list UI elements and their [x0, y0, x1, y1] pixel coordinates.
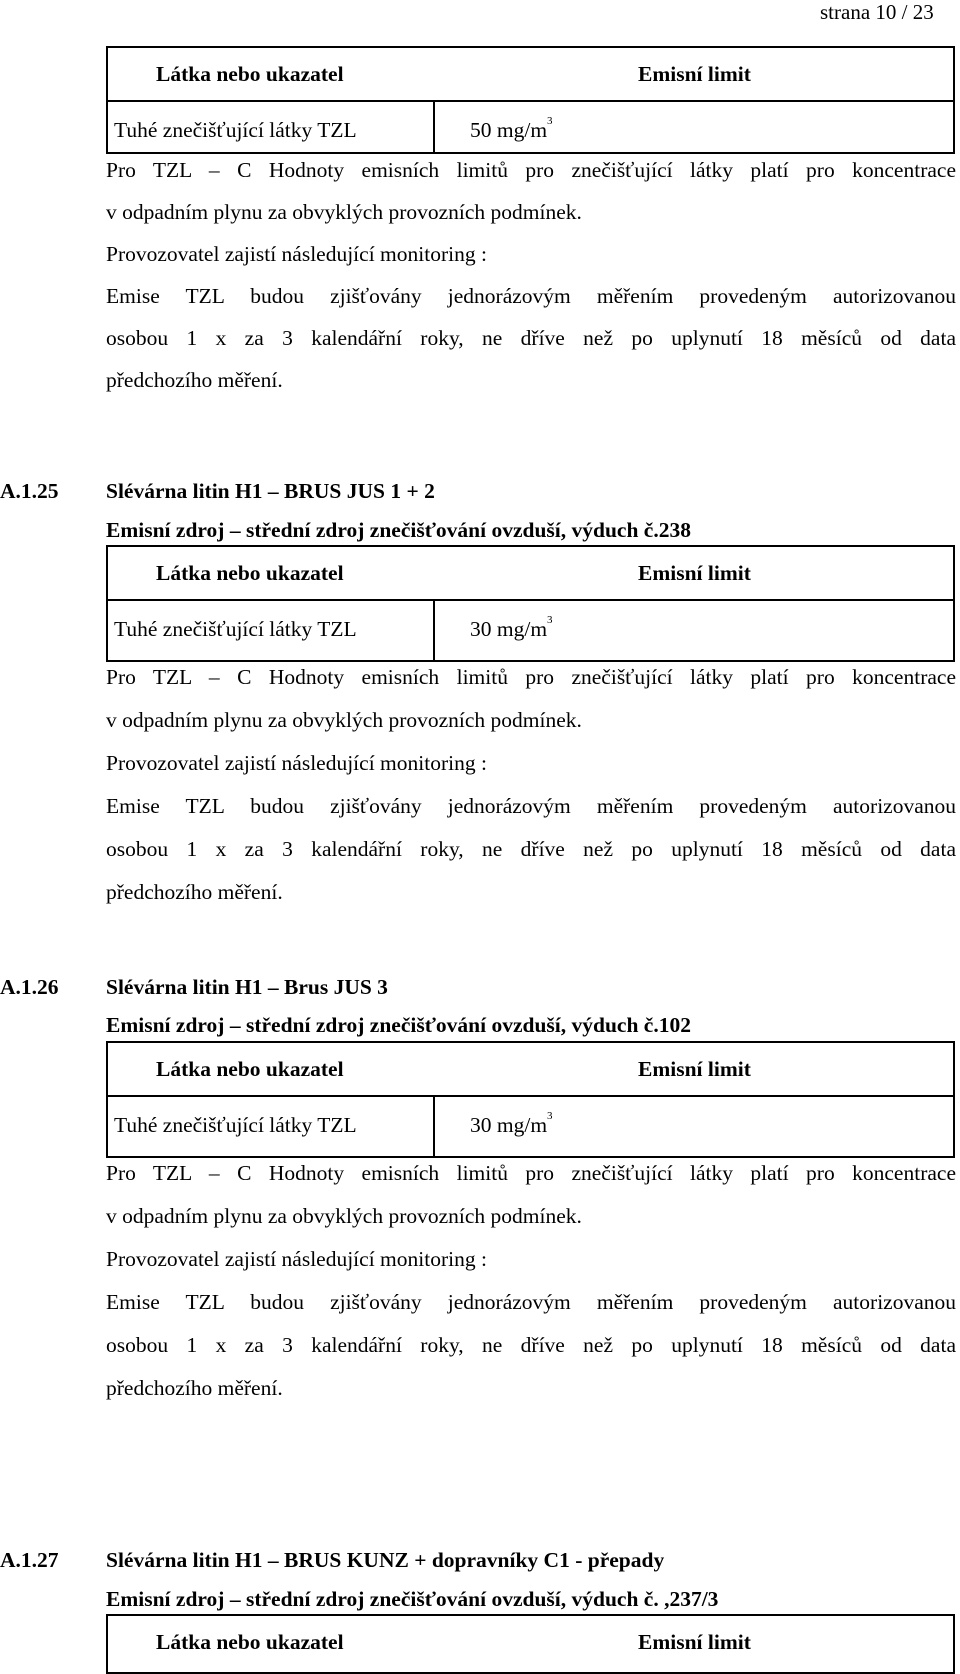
emission-table-3: [106, 1041, 955, 1158]
para-line: předchozího měření.: [106, 880, 283, 904]
row-substance: Tuhé znečišťující látky TZL: [114, 1113, 357, 1137]
table-header: [108, 547, 953, 599]
unit-exponent: 3: [547, 614, 553, 626]
section-number: A.1.25: [0, 479, 59, 503]
para-line: v odpadním plynu za obvyklých provozních podmínek.: [106, 1204, 582, 1228]
limit-value: 30: [470, 617, 492, 641]
section-title: Slévárna litin H1 – Brus JUS 3: [106, 975, 388, 999]
para-line: Provozovatel zajistí následující monitoring :: [106, 242, 487, 266]
row-limit: [470, 1110, 553, 1138]
para-line: Pro TZL – C Hodnoty emisních limitů pro znečišťující látky platí pro koncentrace: [106, 665, 956, 689]
unit-exponent: 3: [547, 1110, 553, 1122]
table-header: [108, 1616, 953, 1668]
limit-value: 30: [470, 1113, 492, 1137]
limit-unit: mg/m: [496, 1113, 548, 1137]
emission-source: Emisní zdroj – střední zdroj znečišťování ovzduší, výduch č.238: [106, 518, 691, 542]
section-title: Slévárna litin H1 – BRUS KUNZ + dopravníky C1 - přepady: [106, 1548, 665, 1572]
header-substance: Látka nebo ukazatel: [156, 1057, 344, 1081]
page-number: strana 10 / 23: [820, 0, 934, 24]
para-line: Provozovatel zajistí následující monitoring :: [106, 1247, 487, 1271]
emission-table-2: [106, 545, 955, 662]
limit-unit: mg/m: [496, 617, 548, 641]
table-header: [108, 48, 953, 100]
header-substance: Látka nebo ukazatel: [156, 561, 344, 585]
unit-exponent: 3: [547, 115, 553, 127]
limit-unit: mg/m: [496, 118, 548, 142]
para-line: osobou 1 x za 3 kalendářní roky, ne dříve než po uplynutí 18 měsíců od data: [106, 1333, 956, 1357]
para-line: Pro TZL – C Hodnoty emisních limitů pro znečišťující látky platí pro koncentrace: [106, 158, 956, 182]
row-substance: Tuhé znečišťující látky TZL: [114, 118, 357, 142]
para-line: v odpadním plynu za obvyklých provozních podmínek.: [106, 200, 582, 224]
header-substance: Látka nebo ukazatel: [156, 1630, 344, 1654]
para-line: v odpadním plynu za obvyklých provozních podmínek.: [106, 708, 582, 732]
emission-source: Emisní zdroj – střední zdroj znečišťování ovzduší, výduch č.102: [106, 1013, 691, 1037]
section-title: Slévárna litin H1 – BRUS JUS 1 + 2: [106, 479, 435, 503]
limit-value: 50: [470, 118, 492, 142]
emission-source: Emisní zdroj – střední zdroj znečišťování ovzduší, výduch č. ,237/3: [106, 1587, 719, 1611]
para-line: Pro TZL – C Hodnoty emisních limitů pro znečišťující látky platí pro koncentrace: [106, 1161, 956, 1185]
para-line: Emise TZL budou zjišťovány jednorázovým měřením provedeným autorizovanou: [106, 794, 956, 818]
section-number: A.1.26: [0, 975, 59, 999]
emission-table-1: [106, 46, 955, 154]
para-line: osobou 1 x za 3 kalendářní roky, ne dříve než po uplynutí 18 měsíců od data: [106, 326, 956, 350]
emission-table-4: [106, 1614, 955, 1674]
header-limit: Emisní limit: [638, 561, 751, 585]
para-line: předchozího měření.: [106, 368, 283, 392]
row-limit: [470, 614, 553, 642]
header-substance: Látka nebo ukazatel: [156, 62, 344, 86]
para-line: Emise TZL budou zjišťovány jednorázovým měřením provedeným autorizovanou: [106, 284, 956, 308]
header-limit: Emisní limit: [638, 1630, 751, 1654]
para-line: osobou 1 x za 3 kalendářní roky, ne dříve než po uplynutí 18 měsíců od data: [106, 837, 956, 861]
para-line: Emise TZL budou zjišťovány jednorázovým měřením provedeným autorizovanou: [106, 1290, 956, 1314]
section-number: A.1.27: [0, 1548, 59, 1572]
row-substance: Tuhé znečišťující látky TZL: [114, 617, 357, 641]
para-line: předchozího měření.: [106, 1376, 283, 1400]
row-limit: [470, 115, 553, 143]
para-line: Provozovatel zajistí následující monitoring :: [106, 751, 487, 775]
table-header: [108, 1043, 953, 1095]
header-limit: Emisní limit: [638, 62, 751, 86]
header-limit: Emisní limit: [638, 1057, 751, 1081]
